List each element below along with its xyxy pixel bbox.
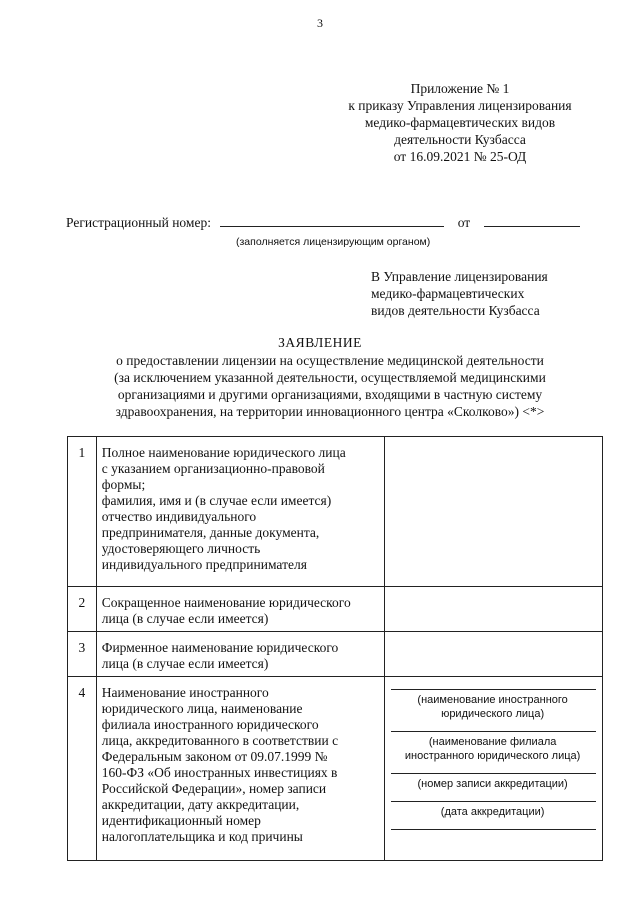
desc-line: удостоверяющего личность: [101, 541, 261, 556]
desc-line: предпринимателя, данные документа,: [101, 525, 320, 540]
appendix-line: к приказу Управления лицензирования: [348, 98, 572, 113]
appendix-line: Приложение № 1: [410, 81, 510, 96]
desc-line: филиала иностранного юридического: [101, 717, 319, 732]
application-form-table: [67, 436, 603, 861]
table-row: [68, 677, 603, 861]
desc-line: отчество индивидуального: [101, 509, 257, 524]
document-subtitle: [60, 352, 600, 420]
addressee-block: [371, 268, 548, 319]
desc-line: лица, аккредитованного в соответствии с: [101, 733, 339, 748]
appendix-line: от 16.09.2021 № 25-ОД: [393, 149, 527, 164]
subfield-label: (наименование филиала: [428, 736, 557, 748]
subtitle-line: о предоставлении лицензии на осуществление медицинской деятельности: [116, 353, 544, 368]
desc-line: Сокращенное наименование юридического: [101, 595, 351, 610]
desc-line: Федеральным законом от 09.07.1999 №: [101, 749, 328, 764]
subfield-label: иностранного юридического лица): [404, 750, 581, 762]
subfield-line[interactable]: [391, 829, 596, 830]
registration-hint: (заполняется лицензирующим органом): [236, 236, 431, 248]
addressee-line: видов деятельности Кузбасса: [371, 303, 540, 318]
appendix-line: деятельности Кузбасса: [394, 132, 526, 147]
desc-line: формы;: [101, 477, 146, 492]
row-value-field[interactable]: [385, 587, 603, 632]
desc-line: юридического лица, наименование: [101, 701, 303, 716]
row-description: [96, 677, 384, 861]
subfield-branch-name: [391, 735, 594, 763]
desc-line: Фирменное наименование юридического: [101, 640, 339, 655]
registration-from-label: от: [457, 215, 471, 230]
desc-line: Полное наименование юридического лица: [101, 445, 346, 460]
desc-line: идентификационный номер: [101, 813, 261, 828]
desc-line: налогоплательщика и код причины: [101, 829, 303, 844]
row-value-field: [385, 677, 603, 861]
row-description: [96, 587, 384, 632]
table-row: [68, 437, 603, 587]
addressee-line: В Управление лицензирования: [371, 269, 548, 284]
row-number: 1: [68, 437, 97, 587]
row-description: [96, 632, 384, 677]
subfield-line[interactable]: [391, 773, 596, 774]
subfield-accreditation-date: [391, 805, 594, 819]
subfield-accreditation-number: [391, 777, 594, 791]
subfield-label: юридического лица): [441, 708, 545, 720]
desc-line: Российской Федерации», номер записи: [101, 781, 327, 796]
subtitle-line: организациями и другими организациями, входящими в частную систему: [117, 387, 543, 402]
subtitle-line: здравоохранения, на территории инновационного центра «Сколково») <*>: [115, 404, 545, 419]
document-title: ЗАЯВЛЕНИЕ: [278, 335, 362, 350]
registration-label: Регистрационный номер:: [66, 215, 211, 230]
desc-line: Наименование иностранного: [101, 685, 269, 700]
registration-number-line: [220, 213, 444, 227]
desc-line: с указанием организационно-правовой: [101, 461, 325, 476]
row-number: 2: [68, 587, 97, 632]
subfield-line[interactable]: [391, 689, 596, 690]
row-number: 3: [68, 632, 97, 677]
subfield-foreign-entity-name: [391, 693, 594, 721]
row-description: [96, 437, 384, 587]
registration-date-line: [484, 213, 580, 227]
desc-line: фамилия, имя и (в случае если имеется): [101, 493, 332, 508]
row-number: 4: [68, 677, 97, 861]
subfield-label: (номер записи аккредитации): [417, 778, 568, 790]
table-row: [68, 632, 603, 677]
registration-row: [66, 213, 580, 231]
subfield-label: (дата аккредитации): [440, 806, 545, 818]
desc-line: лица (в случае если имеется): [101, 656, 269, 671]
row-value-field[interactable]: [385, 437, 603, 587]
appendix-header: [300, 80, 620, 165]
addressee-line: медико-фармацевтических: [371, 286, 525, 301]
appendix-line: медико-фармацевтических видов: [364, 115, 556, 130]
page-number: 3: [317, 16, 323, 30]
desc-line: лица (в случае если имеется): [101, 611, 269, 626]
subtitle-line: (за исключением указанной деятельности, осуществляемой медицинскими: [114, 370, 546, 385]
subfield-label: (наименование иностранного: [417, 694, 568, 706]
desc-line: индивидуального предпринимателя: [101, 557, 307, 572]
row-value-field[interactable]: [385, 632, 603, 677]
desc-line: 160-ФЗ «Об иностранных инвестициях в: [101, 765, 338, 780]
subfield-line[interactable]: [391, 801, 596, 802]
desc-line: аккредитации, дату аккредитации,: [101, 797, 300, 812]
subfield-line[interactable]: [391, 731, 596, 732]
table-row: [68, 587, 603, 632]
